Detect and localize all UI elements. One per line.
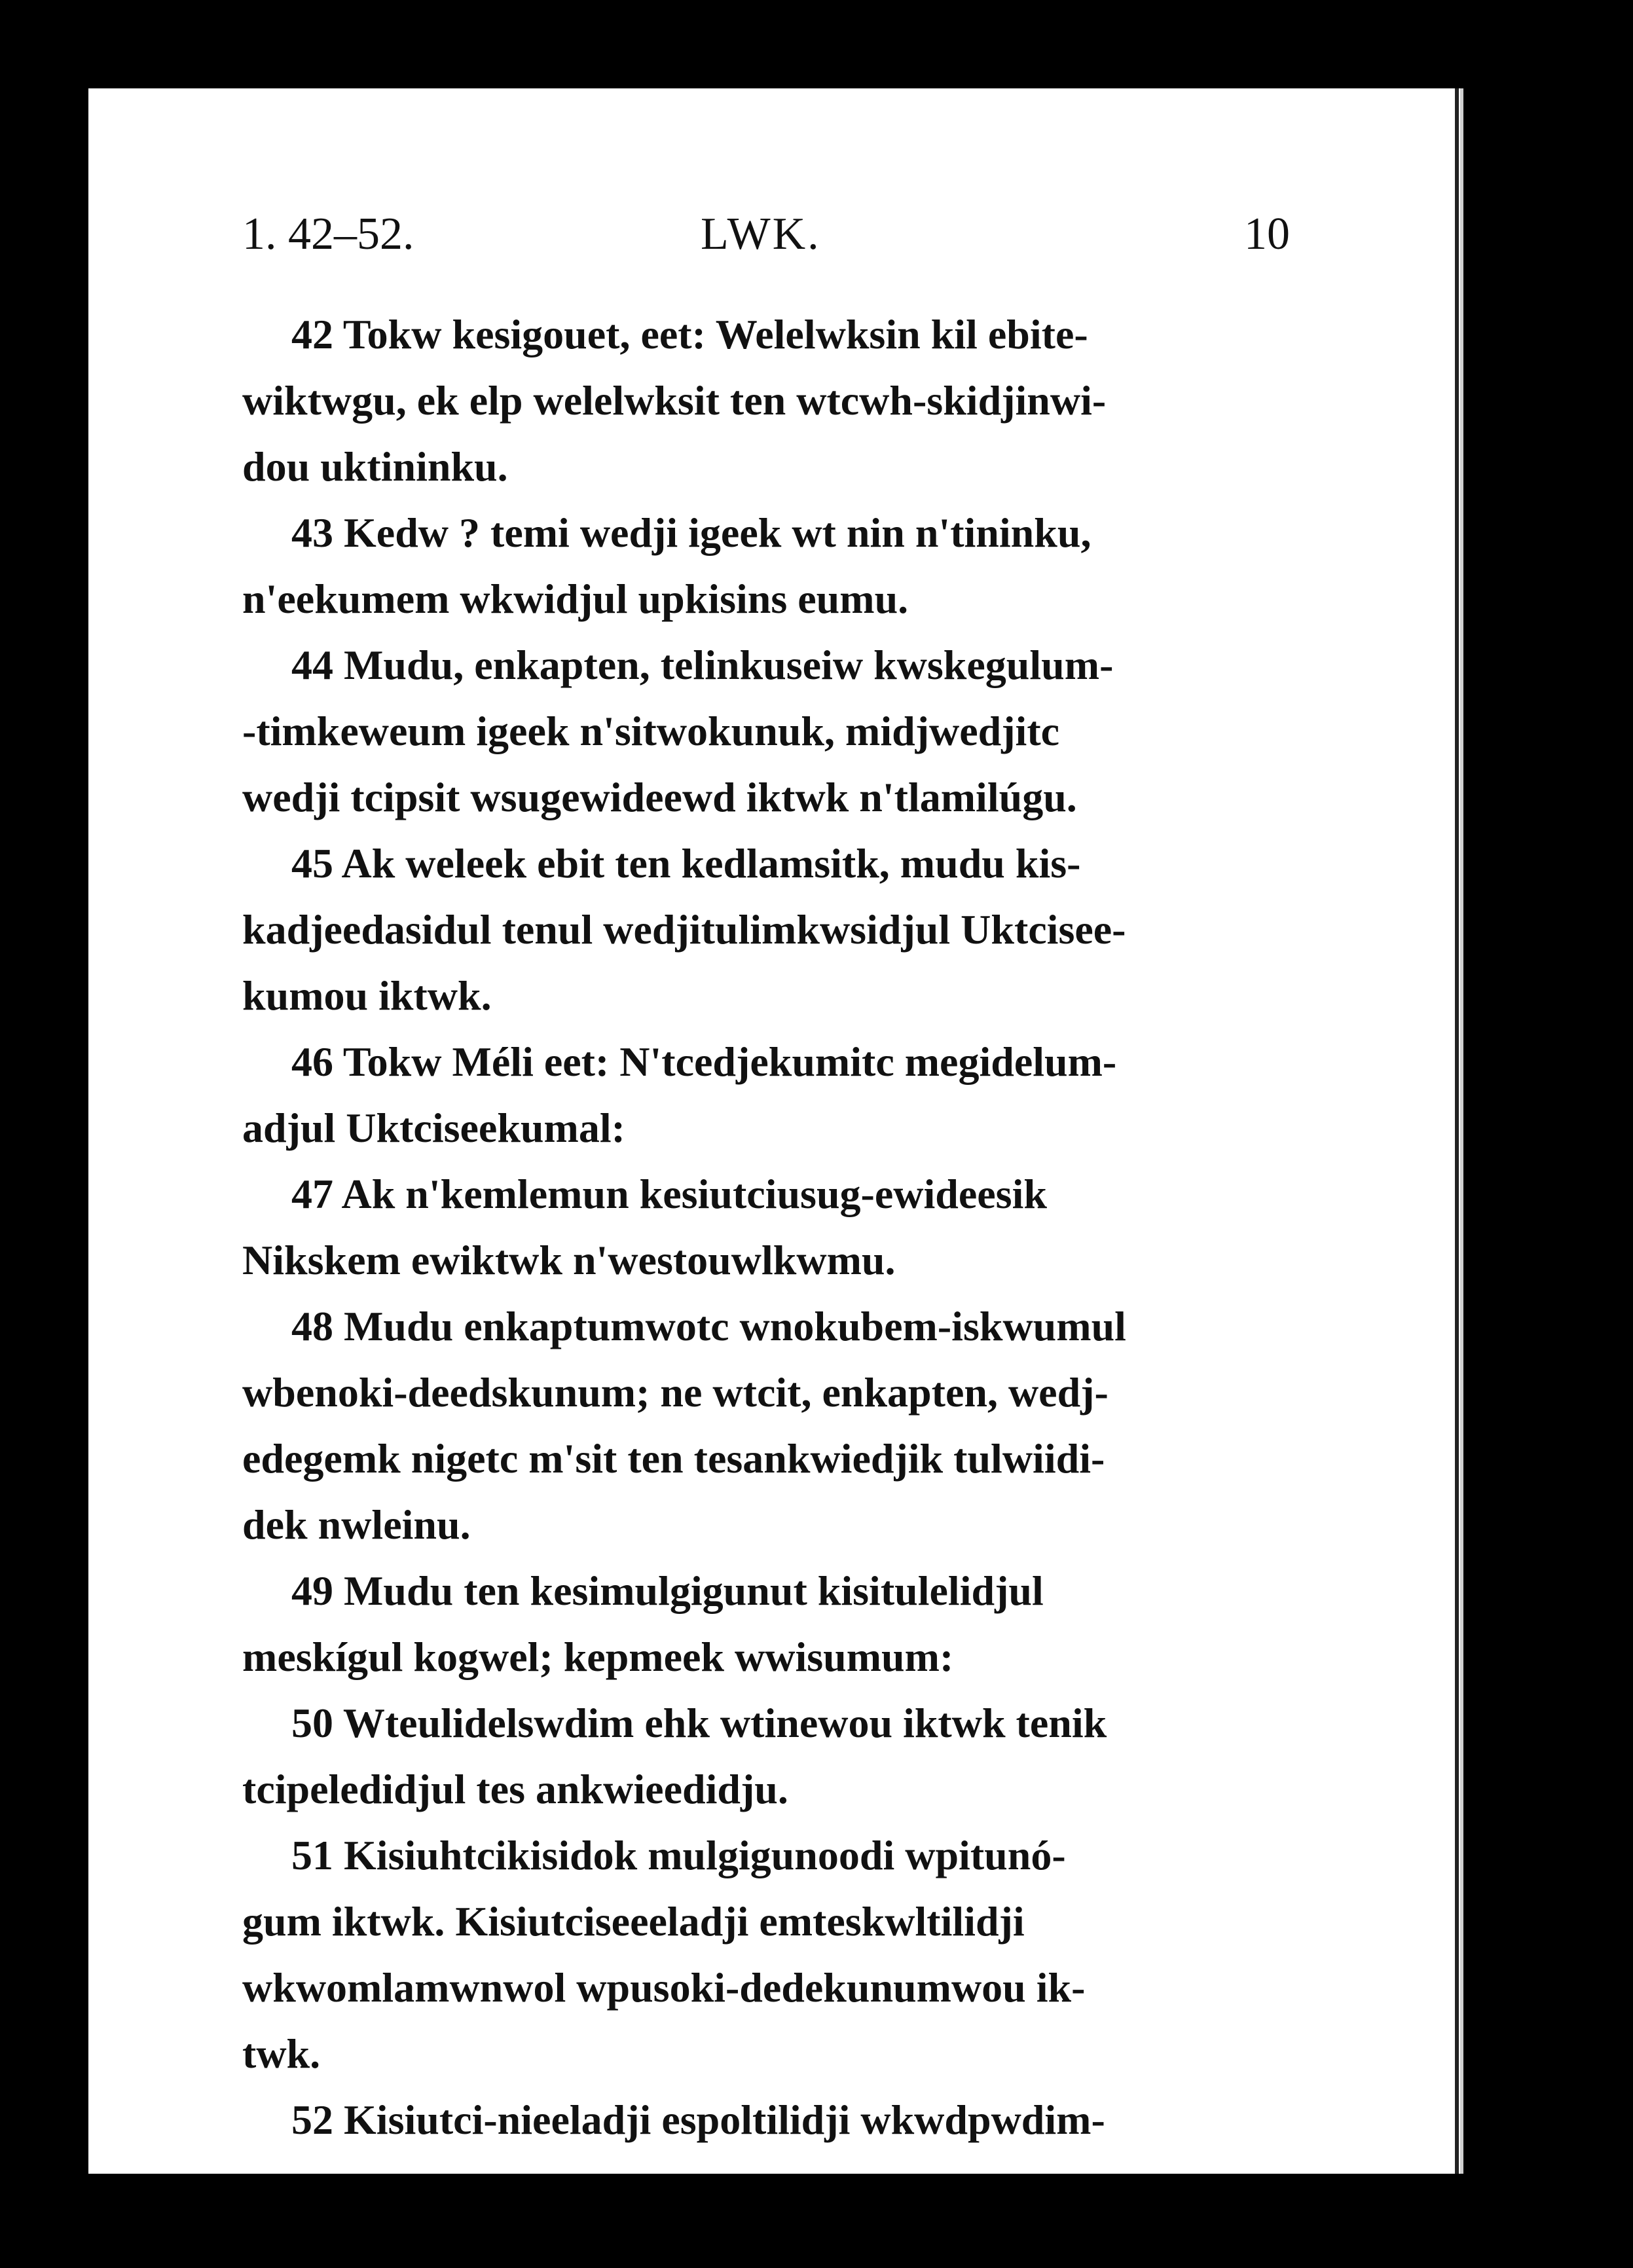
chapter-verse-range: 1. 42–52.: [242, 209, 414, 259]
verse-line-text: Tokw Méli eet: N'tcedjekumitc megidelum-: [342, 1038, 1117, 1085]
verse-line: [242, 500, 1290, 566]
verse-line: [242, 830, 1290, 896]
verse-52: [242, 2087, 1290, 2153]
verse-number: 49: [291, 1567, 333, 1614]
verse-number: 47: [291, 1171, 333, 1217]
verse-line-text: Wteulidelswdim ehk wtinewou iktwk tenik: [342, 1700, 1107, 1746]
verse-number: 52: [291, 2096, 333, 2143]
verse-45: [242, 830, 1290, 1029]
verse-line: [242, 1161, 1290, 1227]
verse-line: tcipeledidjul tes ankwieedidju.: [242, 1766, 788, 1812]
verse-line: [242, 1558, 1290, 1624]
verse-line: kadjeedasidul tenul wedjitulimkwsidjul Uktcisee-: [242, 906, 1126, 953]
verse-number: 45: [291, 840, 333, 887]
verse-line: adjul Uktciseekumal:: [242, 1105, 625, 1151]
verse-44: [242, 632, 1290, 830]
verse-text-block: [242, 301, 1290, 2153]
verse-line: wkwomlamwnwol wpusoki-dedekunumwou ik-: [242, 1964, 1086, 2011]
verse-line-text: Mudu ten kesimulgigunut kisitulelidjul: [344, 1567, 1044, 1614]
running-header: [242, 208, 1290, 267]
verse-line: n'eekumem wkwidjul upkisins eumu.: [242, 576, 909, 622]
verse-line: [242, 2087, 1290, 2153]
page-gutter: [1460, 88, 1463, 2174]
verse-43: [242, 500, 1290, 632]
verse-number: 48: [291, 1303, 333, 1349]
verse-line: twk.: [242, 2030, 321, 2077]
verse-number: 46: [291, 1038, 333, 1085]
verse-line-text: Tokw kesigouet, eet: Welelwksin kil ebite-: [342, 311, 1088, 357]
page-number: 10: [1244, 209, 1290, 259]
verse-line: [242, 301, 1290, 367]
verse-line: [242, 1822, 1290, 1888]
verse-line: -timkeweum igeek n'sitwokunuk, midjwedjitc: [242, 708, 1060, 754]
verse-50: [242, 1690, 1290, 1822]
verse-line-text: Kisiuhtcikisidok mulgigunoodi wpitunó-: [344, 1832, 1066, 1878]
verse-number: 50: [291, 1700, 333, 1746]
page-edge-shadow: [1455, 88, 1459, 2174]
verse-42: [242, 301, 1290, 500]
verse-line: wbenoki-deedskunum; ne wtcit, enkapten, wedj-: [242, 1369, 1109, 1416]
verse-number: 42: [291, 311, 333, 357]
verse-48: [242, 1293, 1290, 1558]
verse-line: [242, 1690, 1290, 1756]
verse-line: gum iktwk. Kisiutciseeeladji emteskwltilidji: [242, 1898, 1025, 1945]
verse-51: [242, 1822, 1290, 2087]
verse-47: [242, 1161, 1290, 1293]
verse-line: [242, 1029, 1290, 1095]
verse-line-text: Mudu enkaptumwotc wnokubem-iskwumul: [344, 1303, 1126, 1349]
verse-49: [242, 1558, 1290, 1690]
verse-line: dek nwleinu.: [242, 1501, 471, 1548]
verse-number: 43: [291, 509, 333, 556]
verse-line: Nikskem ewiktwk n'westouwlkwmu.: [242, 1237, 896, 1283]
verse-number: 44: [291, 642, 333, 688]
verse-line-text: Kedw ? temi wedji igeek wt nin n'tininku,: [344, 509, 1092, 556]
book-title: LWK.: [701, 209, 821, 259]
verse-line-text: Kisiutci-nieeladji espoltilidji wkwdpwdim-: [344, 2096, 1105, 2143]
verse-line: wedji tcipsit wsugewideewd iktwk n'tlamilúgu.: [242, 774, 1077, 820]
verse-line-text: Ak weleek ebit ten kedlamsitk, mudu kis-: [341, 840, 1081, 887]
verse-line: kumou iktwk.: [242, 972, 492, 1019]
verse-line: dou uktininku.: [242, 443, 508, 490]
verse-line-text: Ak n'kemlemun kesiutciusug-ewideesik: [341, 1171, 1047, 1217]
verse-line: wiktwgu, ek elp welelwksit ten wtcwh-skidjinwi-: [242, 377, 1107, 424]
verse-number: 51: [291, 1832, 333, 1878]
verse-line: edegemk nigetc m'sit ten tesankwiedjik tulwiidi-: [242, 1435, 1105, 1482]
verse-line: [242, 632, 1290, 698]
verse-line: [242, 1293, 1290, 1359]
verse-line: meskígul kogwel; kepmeek wwisumum:: [242, 1634, 954, 1680]
verse-line-text: Mudu, enkapten, telinkuseiw kwskegulum-: [344, 642, 1114, 688]
verse-46: [242, 1029, 1290, 1161]
